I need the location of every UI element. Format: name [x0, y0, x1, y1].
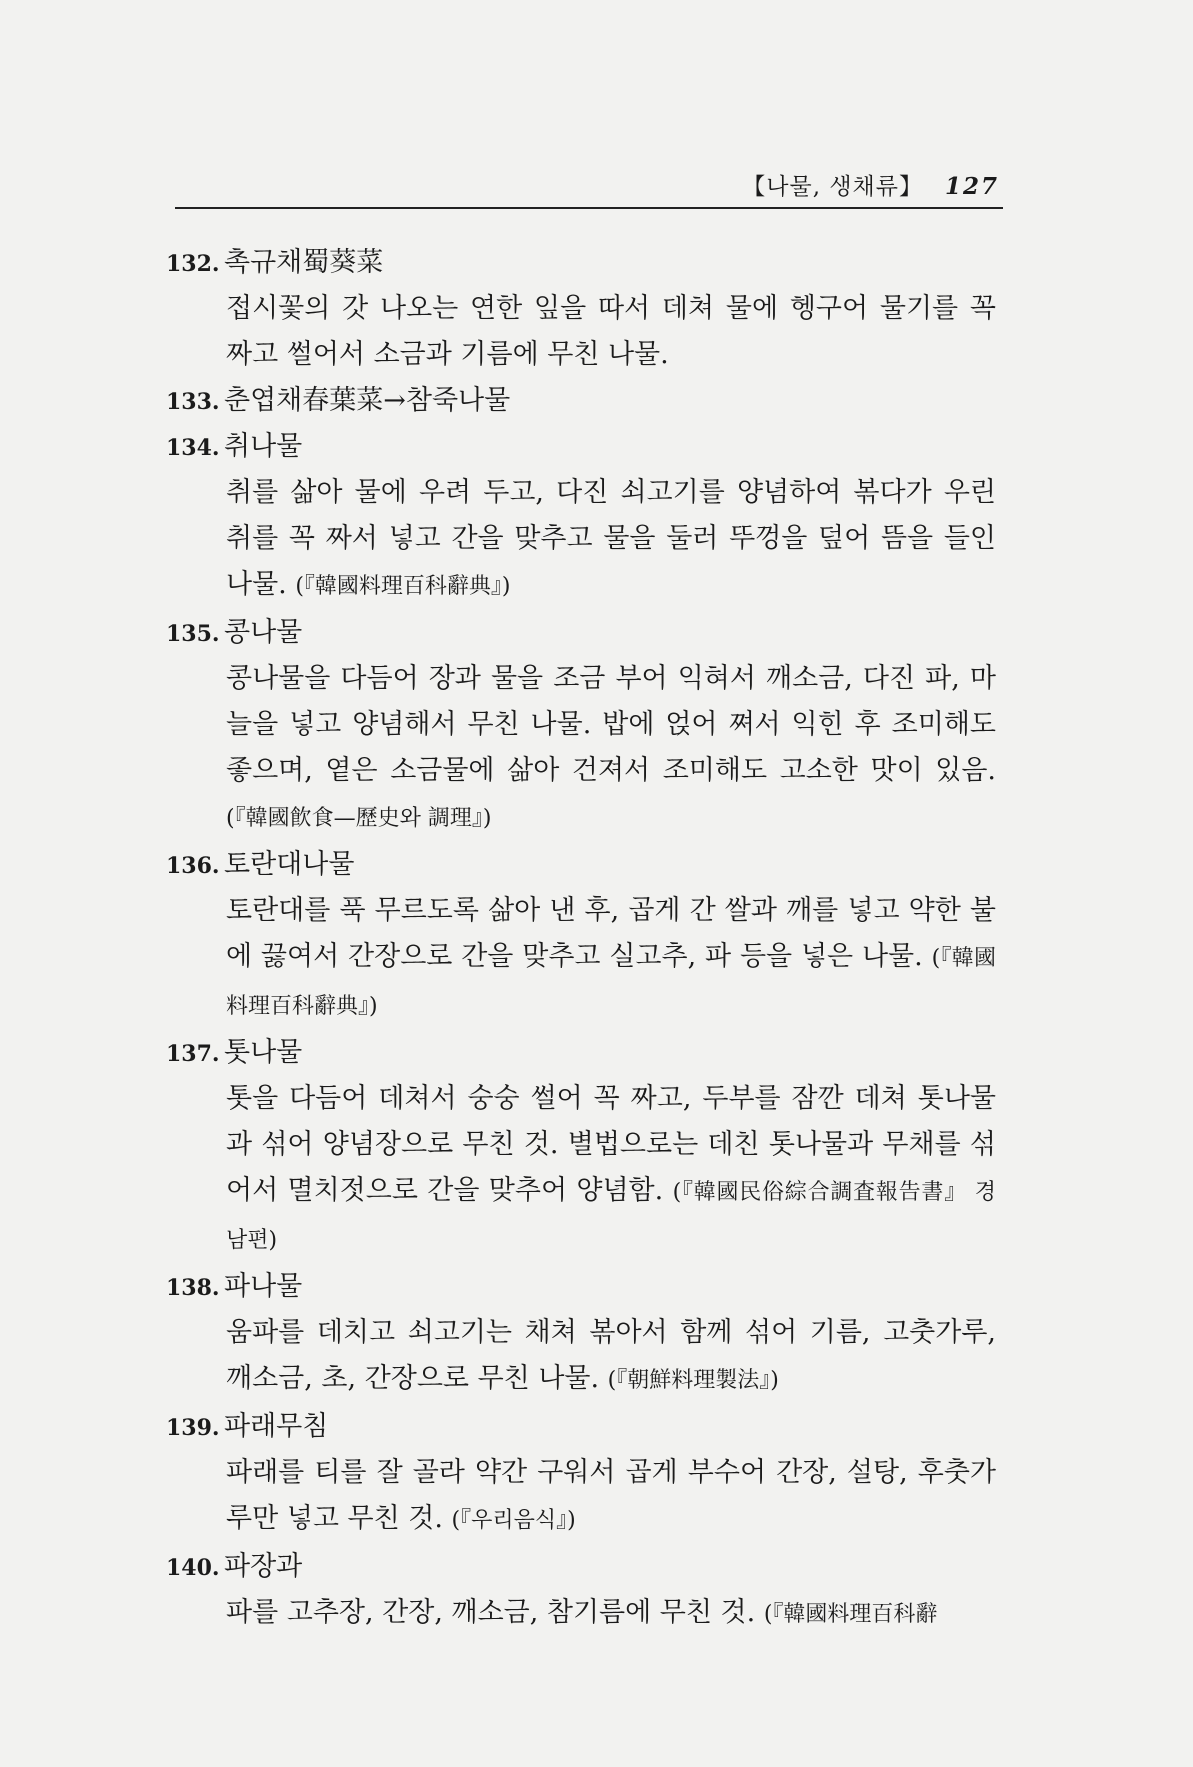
- entry-number: 135.: [166, 621, 220, 647]
- entry-number: 136.: [166, 853, 220, 879]
- entry-heading: [166, 1030, 1006, 1076]
- entry-text: 콩나물을 다듬어 장과 물을 조금 부어 익혀서 깨소금, 다진 파, 마늘을 넣고 양념해서 무친 나물. 밥에 얹어 쪄서 익힌 후 조미해도 좋으며, 옅은 소금물에 삶아 건져서 조미해도 고소한 맛이 있음.: [226, 663, 996, 786]
- entry-heading: [166, 378, 1006, 424]
- entry-description: [226, 1450, 996, 1544]
- entry-heading: [166, 1404, 1006, 1450]
- entry-heading: [166, 424, 1006, 470]
- running-head-text: [742, 168, 999, 201]
- entry-136: [166, 842, 1006, 1030]
- entry-title: 콩나물: [224, 617, 303, 648]
- entry-description: [226, 1076, 996, 1264]
- entry-137: [166, 1030, 1006, 1264]
- entry-list: [166, 240, 1006, 1638]
- entry-title: 파나물: [224, 1271, 303, 1302]
- entry-135: [166, 610, 1006, 842]
- entry-title: 춘엽채春葉菜→참죽나물: [224, 385, 511, 416]
- page-number: 127: [944, 173, 999, 200]
- entry-title: 톳나물: [224, 1037, 303, 1068]
- entry-title: 파장과: [224, 1551, 303, 1582]
- entry-text: 톳을 다듬어 데쳐서 숭숭 썰어 꼭 짜고, 두부를 잠깐 데쳐 톳나물과 섞어 양념장으로 무친 것. 별법으로는 데친 톳나물과 무채를 섞어서 멸치젓으로 간을 맞추어 양념함.: [226, 1083, 996, 1206]
- entry-140: [166, 1544, 1006, 1638]
- entry-title: 파래무침: [224, 1411, 329, 1442]
- entry-source: (『韓國飮食—歷史와 調理』): [226, 806, 492, 831]
- entry-description: [226, 1590, 996, 1638]
- entry-number: 133.: [166, 389, 220, 415]
- entry-number: 132.: [166, 251, 220, 277]
- entry-source: (『韓國料理百科辭典』): [226, 946, 996, 1019]
- header-rule: [175, 207, 1003, 209]
- entry-134: [166, 424, 1006, 610]
- entry-source: (『朝鮮料理製法』): [607, 1368, 779, 1393]
- entry-text: 취를 삶아 물에 우려 두고, 다진 쇠고기를 양념하여 볶다가 우린 취를 꼭 짜서 넣고 간을 맞추고 물을 둘러 뚜껑을 덮어 뜸을 들인 나물.: [226, 477, 996, 600]
- entry-133: [166, 378, 1006, 424]
- entry-source: (『韓國民俗綜合調査報告書』 경남편): [226, 1180, 996, 1253]
- entry-description: [226, 888, 996, 1030]
- entry-132: [166, 240, 1006, 378]
- entry-text: 토란대를 푹 무르도록 삶아 낸 후, 곱게 간 쌀과 깨를 넣고 약한 불에 끓여서 간장으로 간을 맞추고 실고추, 파 등을 넣은 나물.: [226, 895, 996, 972]
- entry-heading: [166, 240, 1006, 286]
- entry-source: (『韓國料理百科辭典』): [295, 574, 511, 599]
- entry-text: 파래를 티를 잘 골라 약간 구워서 곱게 부수어 간장, 설탕, 후춧가루만 넣고 무친 것.: [226, 1457, 996, 1534]
- entry-heading: [166, 1544, 1006, 1590]
- entry-heading: [166, 1264, 1006, 1310]
- entry-source: (『韓國料理百科辭: [763, 1602, 938, 1627]
- entry-title: 취나물: [224, 431, 303, 462]
- entry-139: [166, 1404, 1006, 1544]
- entry-source: (『우리음식』): [451, 1508, 576, 1533]
- entry-description: [226, 470, 996, 610]
- entry-heading: [166, 842, 1006, 888]
- entry-number: 137.: [166, 1041, 220, 1067]
- section-title: 【나물, 생채류】: [742, 174, 923, 200]
- entry-title: 토란대나물: [224, 849, 355, 880]
- entry-number: 140.: [166, 1555, 220, 1581]
- entry-description: [226, 286, 996, 378]
- entry-heading: [166, 610, 1006, 656]
- entry-number: 138.: [166, 1275, 220, 1301]
- entry-title: 촉규채蜀葵菜: [224, 247, 384, 278]
- entry-number: 134.: [166, 435, 220, 461]
- entry-description: [226, 656, 996, 842]
- entry-text: 접시꽃의 갓 나오는 연한 잎을 따서 데쳐 물에 헹구어 물기를 꼭 짜고 썰어서 소금과 기름에 무친 나물.: [226, 293, 996, 370]
- entry-number: 139.: [166, 1415, 220, 1441]
- entry-text: 움파를 데치고 쇠고기는 채쳐 볶아서 함께 섞어 기름, 고춧가루, 깨소금, 초, 간장으로 무친 나물.: [226, 1317, 996, 1394]
- entry-138: [166, 1264, 1006, 1404]
- entry-description: [226, 1310, 996, 1404]
- entry-text: 파를 고추장, 간장, 깨소금, 참기름에 무친 것.: [226, 1597, 756, 1628]
- running-head: [175, 168, 1003, 208]
